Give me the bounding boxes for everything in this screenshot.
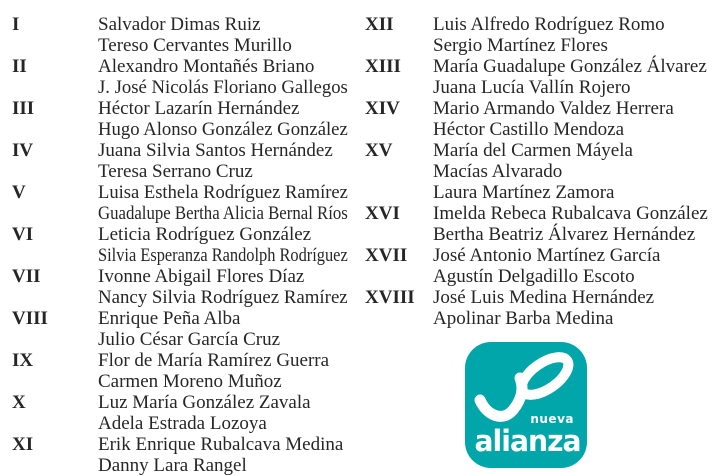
candidate-name: Danny Lara Rangel (98, 455, 247, 476)
candidate-name: Teresa Serrano Cruz (98, 161, 253, 182)
entry-numeral: XIII (365, 56, 401, 77)
candidate-name: Luis Alfredo Rodríguez Romo (433, 14, 665, 35)
list-entry (365, 287, 711, 329)
list-column-right-entries (365, 14, 711, 329)
entry-names (98, 140, 348, 182)
list-entry (12, 56, 348, 98)
candidate-name: Bertha Beatriz Álvarez Hernández (433, 224, 696, 245)
entry-names (98, 266, 348, 308)
candidate-name: Luz María González Zavala (98, 392, 311, 413)
candidate-name: Hugo Alonso González González (98, 119, 348, 140)
entry-numeral: XIV (365, 98, 400, 119)
entry-names (98, 182, 348, 224)
candidate-name: Apolinar Barba Medina (433, 308, 614, 329)
candidate-name: María Guadalupe González Álvarez (433, 56, 707, 77)
entry-numeral: X (12, 392, 26, 413)
entry-numeral: XVIII (365, 287, 415, 308)
list-entry (12, 182, 348, 224)
list-entry (12, 434, 348, 476)
entry-names (433, 98, 711, 140)
list-entry (12, 266, 348, 308)
entry-names (433, 14, 711, 56)
candidate-name: Sergio Martínez Flores (433, 35, 608, 56)
nueva-alianza-logo (465, 342, 587, 468)
entry-numeral: IV (12, 140, 34, 161)
list-entry (365, 245, 711, 287)
candidate-name: Agustín Delgadillo Escoto (433, 266, 635, 287)
entry-numeral: VIII (12, 308, 48, 329)
list-entry (12, 14, 348, 56)
list-column-left (12, 14, 348, 476)
candidate-name: Macías Alvarado (433, 161, 563, 182)
entry-names (433, 245, 711, 287)
entry-names (98, 224, 348, 266)
entry-names (433, 140, 711, 203)
entry-numeral: VII (12, 266, 41, 287)
list-entry (365, 14, 711, 56)
entry-numeral: XI (12, 434, 34, 455)
candidate-name: Salvador Dimas Ruiz (98, 14, 261, 35)
entry-names (98, 56, 348, 98)
entry-numeral: V (12, 182, 26, 203)
entry-numeral: II (12, 56, 27, 77)
candidate-name: Alexandro Montañés Briano (98, 56, 315, 77)
candidate-name: Juana Silvia Santos Hernández (98, 140, 333, 161)
entry-names (98, 350, 348, 392)
candidate-name: Nancy Silvia Rodríguez Ramírez (98, 287, 348, 308)
list-entry (12, 350, 348, 392)
entry-numeral: IX (12, 350, 34, 371)
entry-names (433, 203, 711, 245)
candidate-name: Erik Enrique Rubalcava Medina (98, 434, 344, 455)
candidate-name: Héctor Lazarín Hernández (98, 98, 300, 119)
candidate-name: Luisa Esthela Rodríguez Ramírez (98, 182, 348, 203)
list-entry (365, 98, 711, 140)
list-entry (365, 140, 711, 203)
entry-names (433, 56, 711, 98)
list-entry (365, 56, 711, 98)
candidate-name: José Luis Medina Hernández (433, 287, 655, 308)
candidate-name: Carmen Moreno Muñoz (98, 371, 282, 392)
list-entry (365, 203, 711, 245)
candidate-name: Tereso Cervantes Murillo (98, 35, 292, 56)
candidate-name: Juana Lucía Vallín Rojero (433, 77, 631, 98)
candidate-name: Enrique Peña Alba (98, 308, 241, 329)
logo-word-nueva: nueva (530, 412, 574, 426)
entry-names (98, 434, 348, 476)
candidate-name: Silvia Esperanza Randolph Rodríguez (98, 245, 348, 266)
list-entry (12, 140, 348, 182)
candidate-name: José Antonio Martínez García (433, 245, 661, 266)
list-entry (12, 224, 348, 266)
list-entry (12, 392, 348, 434)
candidate-name: Héctor Castillo Mendoza (433, 119, 625, 140)
entry-names (433, 287, 711, 329)
entry-numeral: XII (365, 14, 394, 35)
candidate-name: Adela Estrada Lozoya (98, 413, 267, 434)
candidate-name: Guadalupe Bertha Alicia Bernal Ríos (98, 203, 348, 224)
candidate-name: Leticia Rodríguez González (98, 224, 312, 245)
candidate-name: Julio César García Cruz (98, 329, 281, 350)
list-columns (12, 14, 713, 476)
candidate-name: J. José Nicolás Floriano Gallegos (98, 77, 348, 98)
entry-names (98, 392, 348, 434)
candidate-name: Flor de María Ramírez Guerra (98, 350, 330, 371)
entry-numeral: XVII (365, 245, 408, 266)
entry-numeral: XV (365, 140, 393, 161)
entry-numeral: VI (12, 224, 34, 245)
entry-numeral: I (12, 14, 20, 35)
candidate-name: María del Carmen Máyela (433, 140, 633, 161)
list-entry (12, 308, 348, 350)
list-column-right (365, 14, 711, 468)
entry-names (98, 14, 348, 56)
entry-names (98, 308, 348, 350)
candidate-name: Imelda Rebeca Rubalcava González (433, 203, 708, 224)
entry-names (98, 98, 348, 140)
entry-numeral: III (12, 98, 35, 119)
entry-numeral: XVI (365, 203, 400, 224)
candidate-name: Ivonne Abigail Flores Díaz (98, 266, 305, 287)
candidate-name: Laura Martínez Zamora (433, 182, 615, 203)
candidate-name: Mario Armando Valdez Herrera (433, 98, 674, 119)
list-entry (12, 98, 348, 140)
logo-word-alianza: alianza (474, 424, 581, 458)
